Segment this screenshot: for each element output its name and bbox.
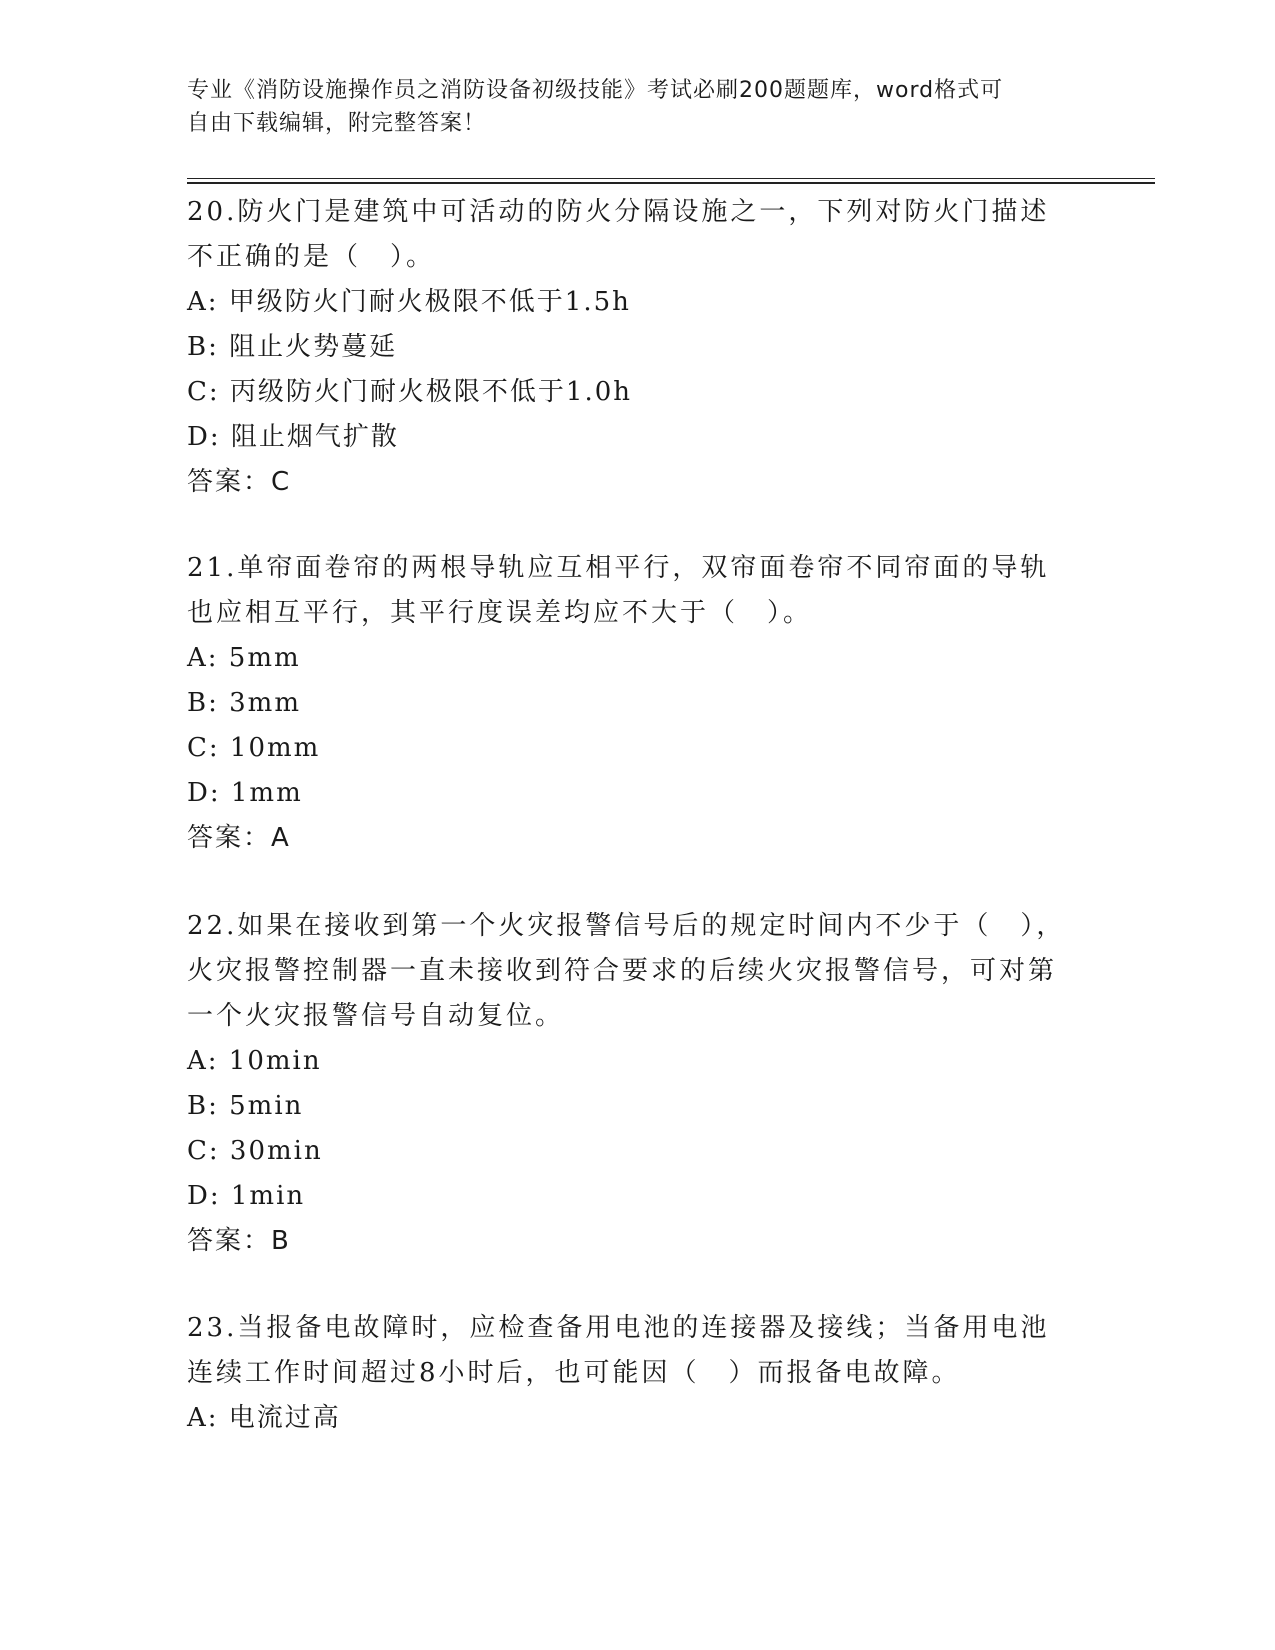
option-d: D: 1min (187, 1181, 306, 1211)
option-a: A: 10min (187, 1046, 322, 1076)
header-line-1: 专业《消防设施操作员之消防设备初级技能》考试必刷200题题库，word格式可 (187, 78, 1004, 103)
option-c: C: 10mm (187, 733, 321, 763)
question-20 (187, 190, 1067, 505)
header-line-2: 自由下载编辑，附完整答案！ (187, 111, 487, 136)
question-text: 21.单帘面卷帘的两根导轨应互相平行，双帘面卷帘不同帘面的导轨也应相互平行，其平行度误差均应不大于（ ）。 (187, 553, 1050, 628)
option-d: D: 1mm (187, 778, 303, 808)
option-b: B: 阻止火势蔓延 (187, 332, 398, 362)
option-d: D: 阻止烟气扩散 (187, 422, 399, 452)
option-b: B: 5min (187, 1091, 304, 1121)
option-b: B: 3mm (187, 688, 301, 718)
option-a: A: 电流过高 (187, 1403, 341, 1433)
document-header (187, 74, 1067, 140)
question-21 (187, 546, 1067, 861)
answer-label: 答案：B (187, 1226, 291, 1256)
question-22 (187, 904, 1067, 1264)
question-23 (187, 1306, 1067, 1441)
answer-label: 答案：A (187, 823, 291, 853)
option-c: C: 30min (187, 1136, 323, 1166)
option-c: C: 丙级防火门耐火极限不低于1.0h (187, 377, 633, 407)
question-text: 20.防火门是建筑中可活动的防火分隔设施之一，下列对防火门描述不正确的是（ ）。 (187, 197, 1050, 272)
question-text: 22.如果在接收到第一个火灾报警信号后的规定时间内不少于（ ），火灾报警控制器一直未接收到符合要求的后续火灾报警信号，可对第一个火灾报警信号自动复位。 (187, 911, 1066, 1031)
option-a: A: 甲级防火门耐火极限不低于1.5h (187, 287, 631, 317)
answer-label: 答案：C (187, 467, 292, 497)
option-a: A: 5mm (187, 643, 301, 673)
header-divider-thin (187, 178, 1155, 179)
header-divider-thick (187, 182, 1155, 184)
question-text: 23.当报备电故障时，应检查备用电池的连接器及接线；当备用电池连续工作时间超过8小时后，也可能因（ ）而报备电故障。 (187, 1313, 1050, 1388)
